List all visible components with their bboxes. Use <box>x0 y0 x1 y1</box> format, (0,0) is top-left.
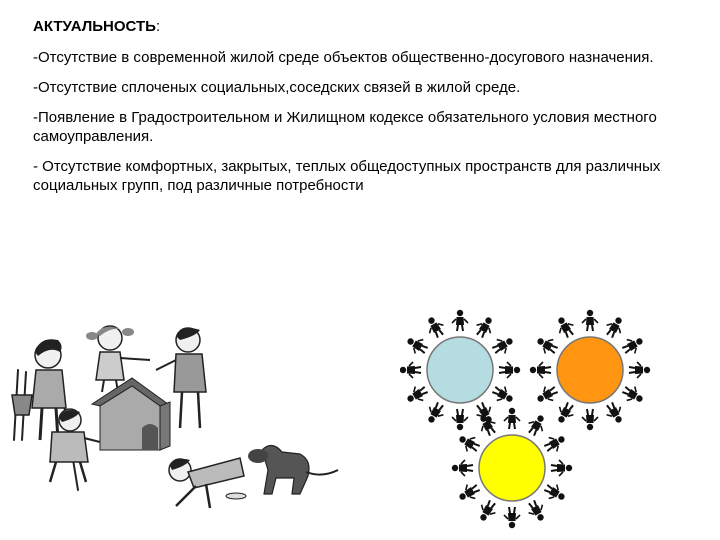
person-icon <box>400 362 421 378</box>
person-icon <box>551 460 572 476</box>
person-icon <box>499 362 520 378</box>
person-icon <box>473 314 497 340</box>
person-icon <box>542 431 568 455</box>
text-block <box>33 18 673 206</box>
list-item: -Отсутствие в современной жилой среде объектов общественно-досугового назначения. <box>33 49 654 66</box>
person-icon <box>603 314 627 340</box>
person-icon <box>404 383 430 407</box>
person-icon <box>603 400 627 426</box>
circle-fill <box>427 337 493 403</box>
heading-title: АКТУАЛЬНОСТЬ <box>33 18 156 35</box>
people-circle-icon <box>530 310 650 430</box>
people-circle-icon <box>400 310 520 430</box>
person-icon <box>534 333 560 357</box>
person-icon <box>456 481 482 505</box>
person-icon <box>404 333 430 357</box>
person-icon <box>452 409 468 430</box>
person-icon <box>456 431 482 455</box>
list-item: -Отсутствие сплоченых социальных,соседских связей в жилой среде. <box>33 79 521 96</box>
person-icon <box>504 408 520 429</box>
person-icon <box>525 412 549 438</box>
person-icon <box>504 507 520 528</box>
people-circles-illustration <box>400 308 720 540</box>
circle-fill <box>557 337 623 403</box>
circle-fill <box>479 435 545 501</box>
person-icon <box>553 314 577 340</box>
person-icon <box>582 409 598 430</box>
person-icon <box>530 362 551 378</box>
list-item: -Появление в Градостроительном и Жилищном кодексе обязательного условия местного самоуправления. <box>33 109 657 145</box>
person-icon <box>525 498 549 524</box>
person-icon <box>423 314 447 340</box>
children-playing-illustration <box>0 300 340 530</box>
person-icon <box>620 383 646 407</box>
person-icon <box>423 400 447 426</box>
list-item: - Отсутствие комфортных, закрытых, теплых общедоступных пространств для различных социальных групп, под различные потребности <box>33 158 661 194</box>
heading <box>33 18 673 36</box>
circles-group <box>400 310 650 528</box>
person-icon <box>534 383 560 407</box>
heading-colon: : <box>155 18 161 35</box>
person-icon <box>490 333 516 357</box>
person-icon <box>582 310 598 331</box>
person-icon <box>490 383 516 407</box>
person-icon <box>629 362 650 378</box>
person-icon <box>553 400 577 426</box>
person-icon <box>620 333 646 357</box>
person-icon <box>452 460 473 476</box>
people-circle-icon <box>452 408 572 528</box>
person-icon <box>452 310 468 331</box>
person-icon <box>475 498 499 524</box>
person-icon <box>542 481 568 505</box>
